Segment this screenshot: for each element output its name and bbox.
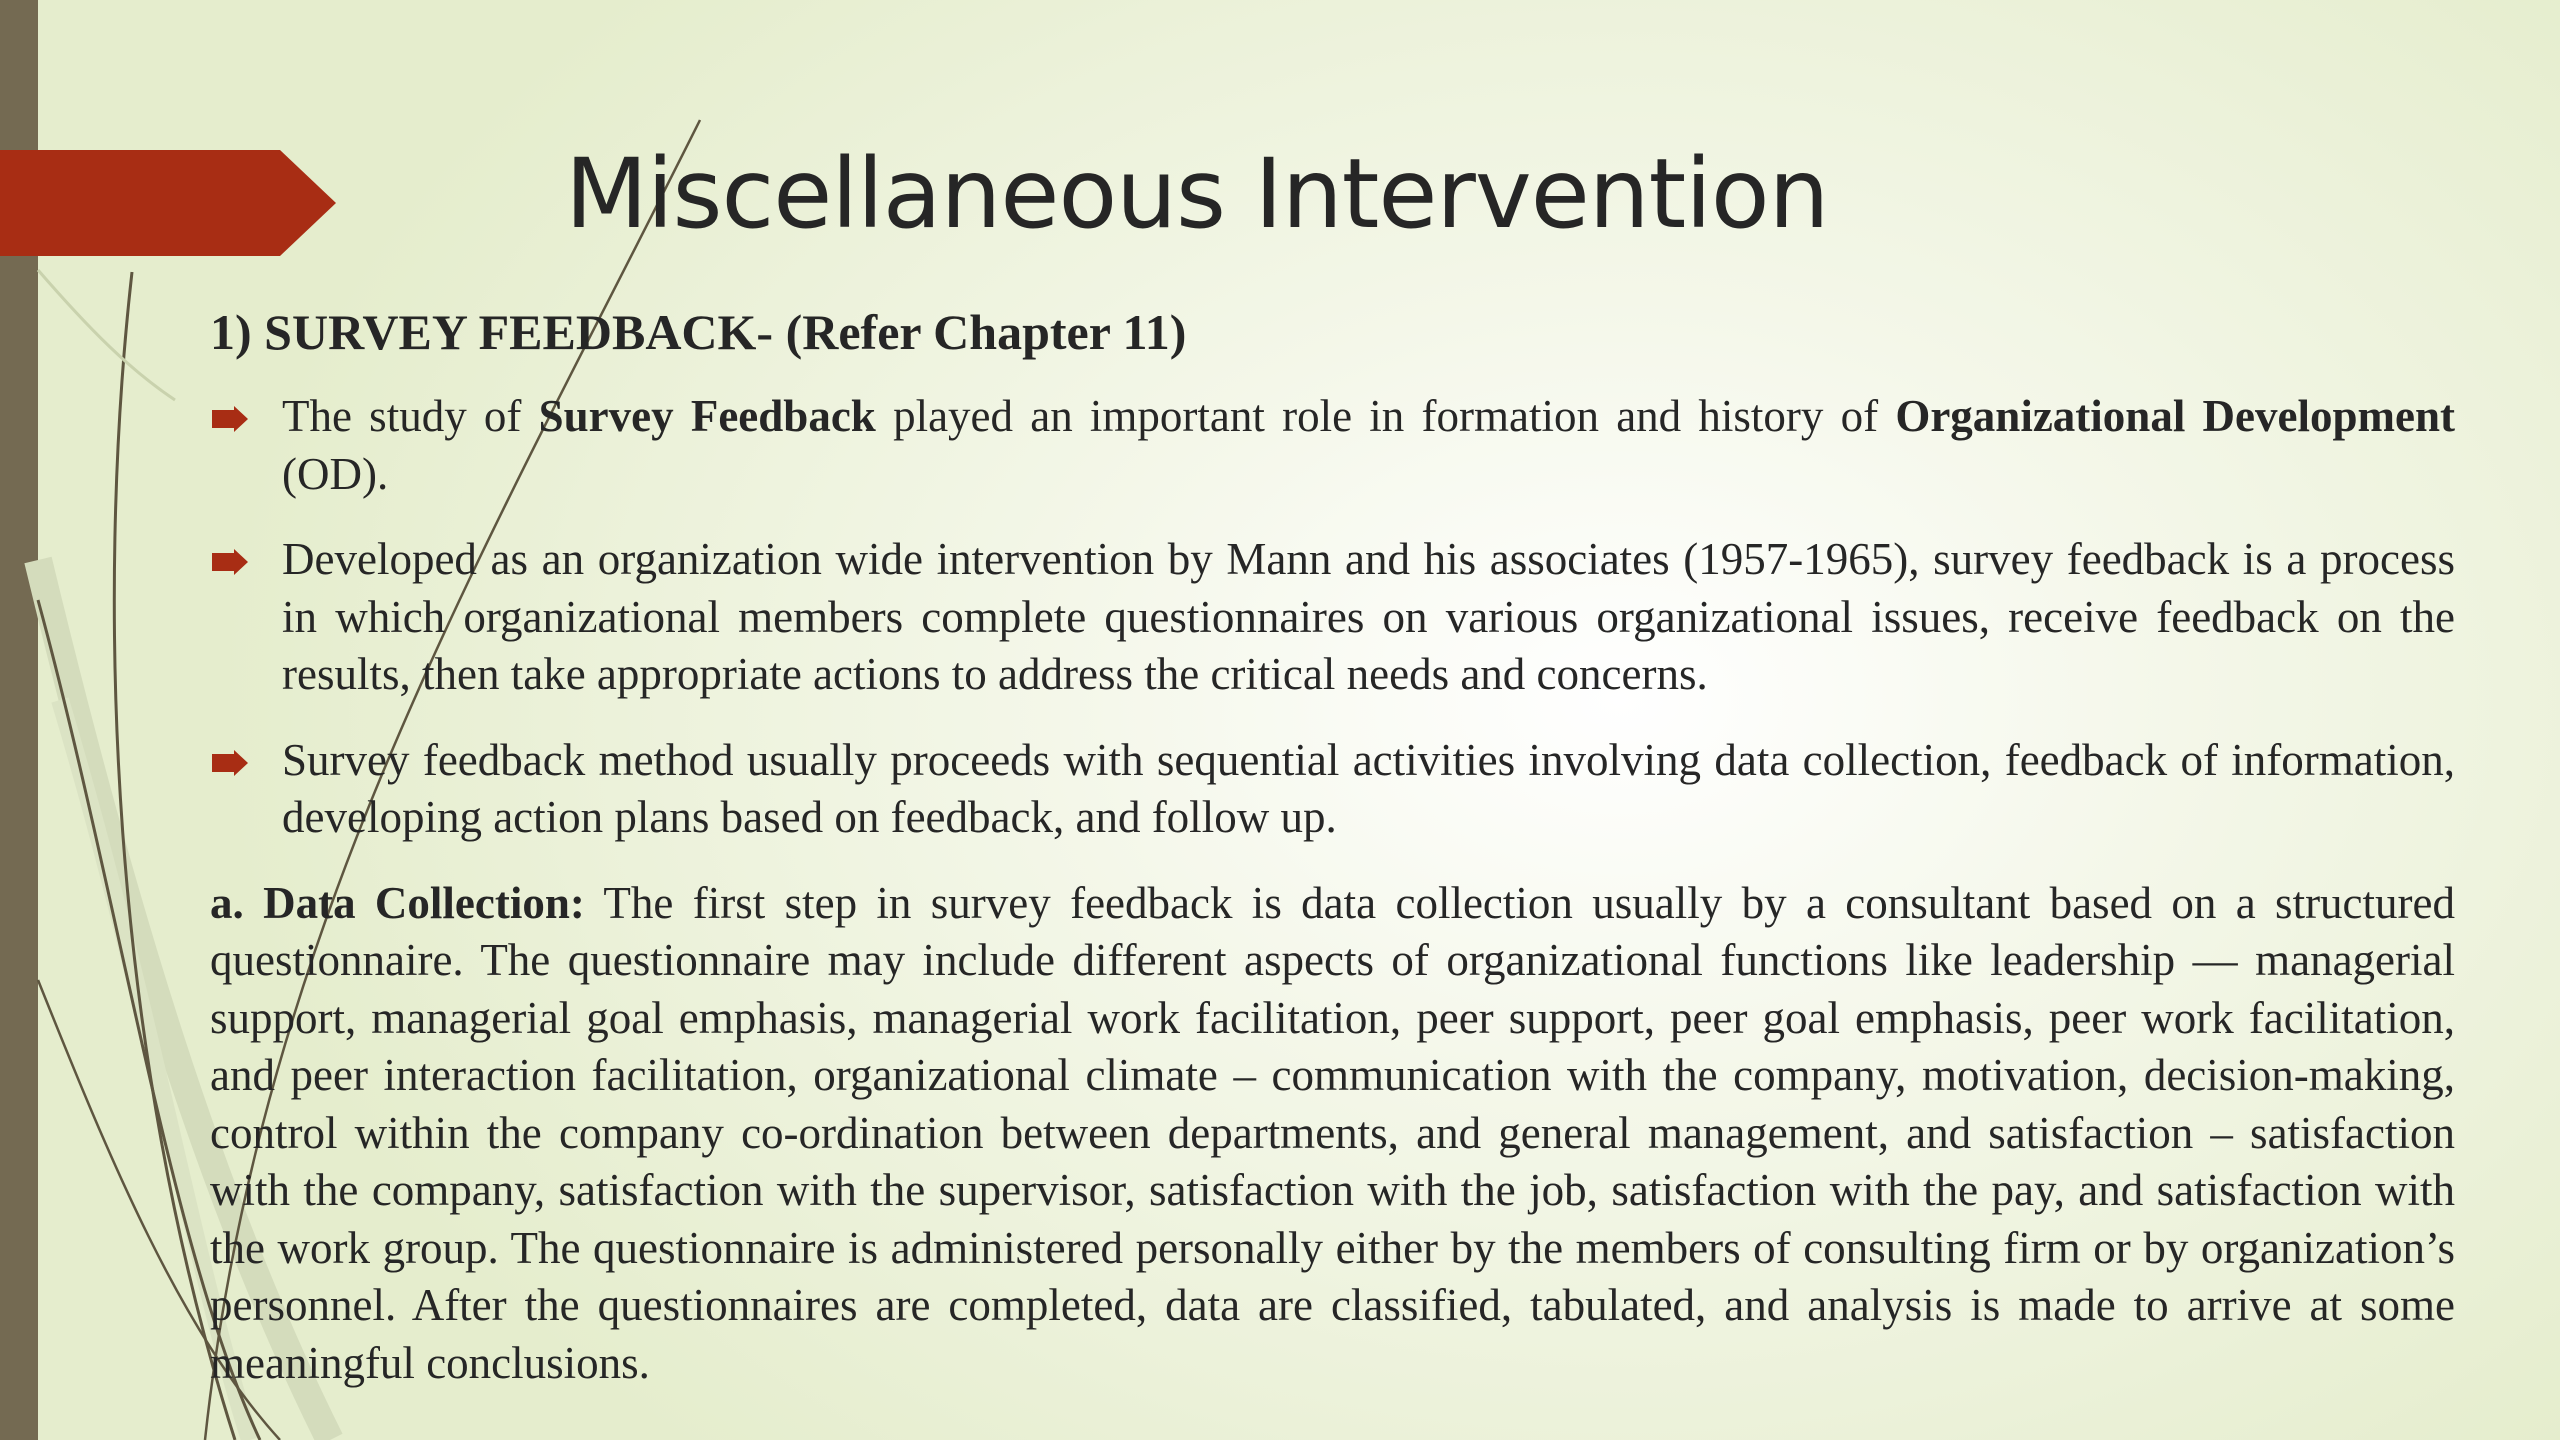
title-arrow-shape — [0, 150, 336, 256]
bullet-item — [210, 531, 2455, 704]
slide-title: Miscellaneous Intervention — [565, 138, 1829, 250]
bold-term: Survey Feedback — [538, 391, 876, 441]
data-collection-label: a. Data Collection: — [210, 877, 585, 928]
arrow-bullet-icon — [212, 406, 248, 432]
bullet-text: Developed as an organization wide intervention by Mann and his associates (1957-1965), survey feedback is a process in which organizational members complete questionnaires on various organizational issues, receive feedback on the results, then take appropriate actions to address the critical needs and concerns. — [282, 534, 2455, 699]
arrow-bullet-icon — [212, 750, 248, 776]
bold-term: Organizational Development — [1895, 391, 2455, 441]
bullet-item — [210, 388, 2455, 503]
section-heading: 1) SURVEY FEEDBACK- (Refer Chapter 11) — [210, 304, 1187, 360]
bullet-list — [210, 388, 2455, 847]
arrow-bullet-icon — [212, 549, 248, 575]
title-arrow-polygon — [0, 150, 336, 256]
data-collection-paragraph — [210, 875, 2455, 1393]
bullet-text: played an important role in formation and history of — [875, 391, 1896, 441]
bullet-text: (OD). — [282, 448, 389, 499]
bullet-text: Survey feedback method usually proceeds with sequential activities involving data collection, feedback of information, developing action plans based on feedback, and follow up. — [282, 734, 2455, 842]
data-collection-text: The first step in survey feedback is data collection usually by a consultant based on a structured questionnaire. The questionnaire may include different aspects of organizational functions like leadership — managerial support, managerial goal emphasis, managerial work facilitation, peer support, peer goal emphasis, peer work facilitation, and peer interaction facilitation, organizational climate – communication with the company, motivation, decision-making, control within the company co-ordination between departments, and general management, and satisfaction – satisfaction with the company, satisfaction with the supervisor, satisfaction with the job, satisfaction with the pay, and satisfaction with the work group. The questionnaire is administered personally either by the members of consulting firm or by organization’s personnel. After the questionnaires are completed, data are classified, tabulated, and analysis is made to arrive at some meaningful conclusions. — [210, 877, 2455, 1388]
slide-content — [210, 300, 2455, 1392]
bullet-text: The study of — [282, 391, 539, 441]
bullet-item — [210, 732, 2455, 847]
